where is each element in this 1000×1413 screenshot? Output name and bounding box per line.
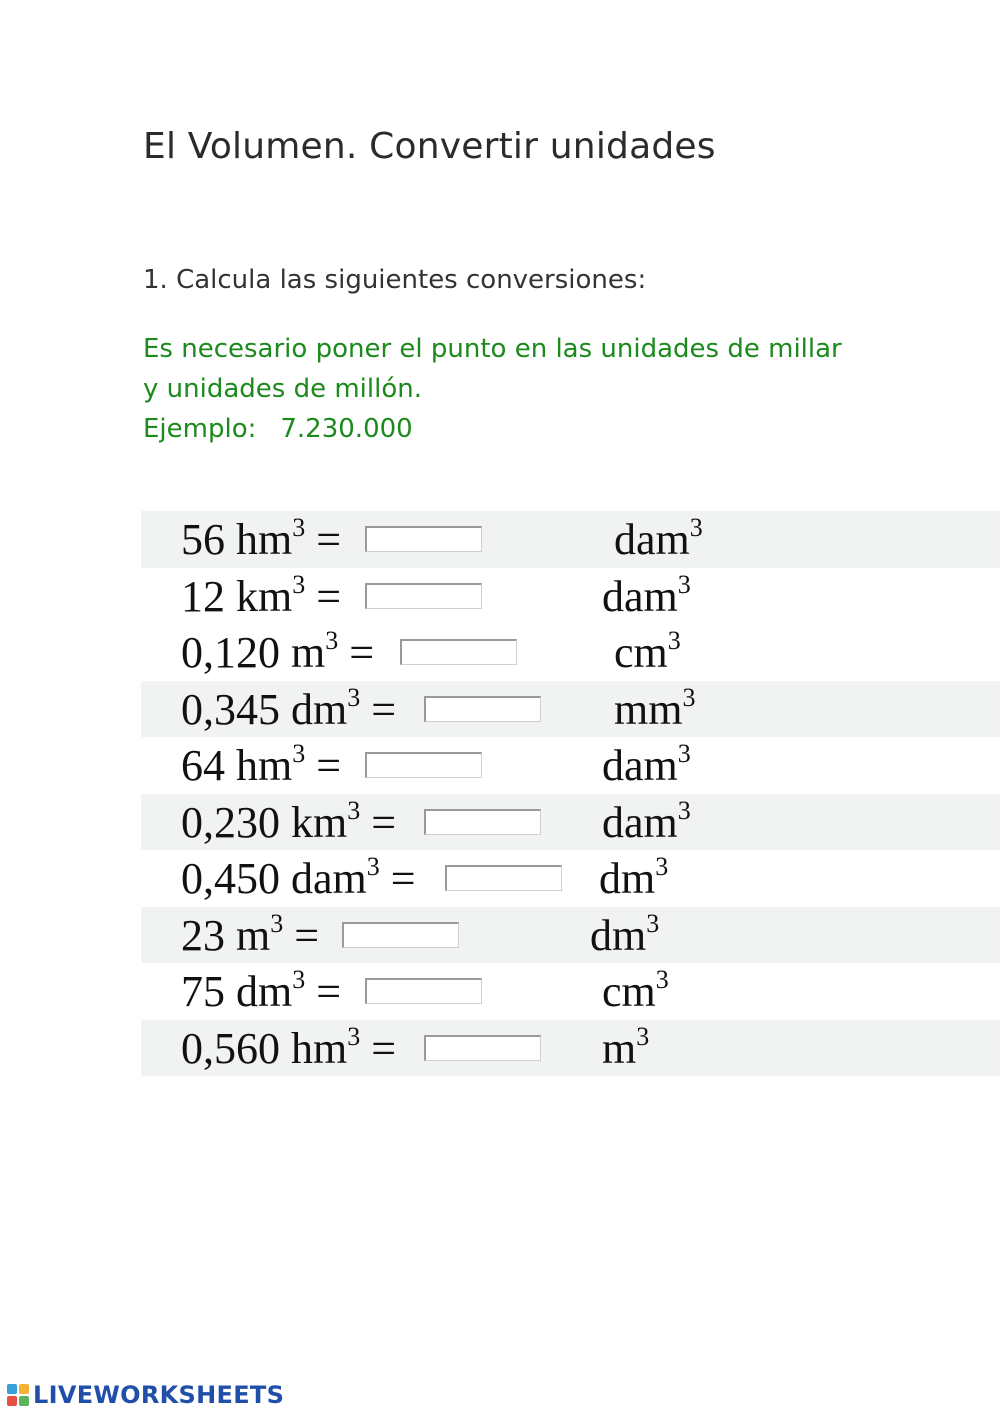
note-line-2: y unidades de millón. [143, 374, 422, 404]
exponent: 3 [636, 1021, 650, 1051]
exponent: 3 [682, 682, 696, 712]
exercise-row [141, 511, 1000, 568]
exercise-expression [181, 569, 342, 622]
exponent: 3 [677, 569, 691, 599]
exercise-row [141, 737, 1000, 794]
exponent: 3 [292, 739, 306, 768]
answer-input[interactable] [365, 752, 482, 778]
example-value: 7.230.000 [280, 414, 413, 444]
exercise-row [141, 681, 1000, 738]
equals-sign: = [316, 515, 342, 564]
from-quantity: 0,230 km [181, 797, 348, 847]
equals-sign: = [371, 684, 397, 734]
logo-square-4 [19, 1396, 29, 1406]
exercise-expression [181, 741, 341, 791]
logo-icon [6, 1383, 30, 1407]
target-unit [602, 1021, 650, 1074]
note-example [143, 409, 842, 449]
target-unit [599, 854, 668, 904]
target-unit-label: dam [602, 571, 678, 621]
note-block [143, 329, 842, 449]
target-unit-label: cm [614, 628, 668, 677]
example-label: Ejemplo: [143, 414, 257, 444]
from-quantity: 0,560 hm [181, 1023, 348, 1073]
exercise-row [141, 850, 1000, 907]
equals-sign: = [371, 1023, 397, 1073]
exponent: 3 [325, 626, 339, 655]
target-unit-label: dm [599, 854, 656, 903]
equals-sign: = [316, 967, 342, 1016]
note-line-1: Es necesario poner el punto en las unidades de millar [143, 334, 842, 364]
target-unit [614, 515, 703, 565]
from-quantity: 56 hm [181, 515, 293, 564]
exponent: 3 [689, 513, 703, 542]
logo-square-3 [7, 1396, 17, 1406]
exponent: 3 [646, 908, 660, 938]
answer-input[interactable] [424, 696, 541, 722]
from-quantity: 64 hm [181, 741, 293, 790]
target-unit-label: dm [590, 910, 647, 960]
logo-square-2 [19, 1384, 29, 1394]
target-unit [614, 628, 681, 678]
answer-input[interactable] [365, 526, 482, 552]
exercise-expression [181, 515, 341, 565]
target-unit [614, 682, 696, 735]
from-quantity: 75 dm [181, 967, 293, 1016]
exercise-expression [181, 854, 416, 904]
exponent: 3 [292, 965, 306, 994]
exercise-row [141, 1020, 1000, 1077]
target-unit [602, 795, 691, 848]
exponent: 3 [366, 852, 380, 881]
exercise-list [141, 511, 1000, 1076]
from-quantity: 23 m [181, 910, 271, 960]
exponent: 3 [677, 795, 691, 825]
exponent: 3 [292, 513, 306, 542]
exercise-expression [181, 908, 320, 961]
answer-input[interactable] [424, 1035, 541, 1061]
equals-sign: = [316, 571, 342, 621]
exponent: 3 [347, 795, 361, 825]
answer-input[interactable] [445, 865, 562, 891]
exercise-row [141, 907, 1000, 964]
exponent: 3 [677, 739, 691, 768]
answer-input[interactable] [424, 809, 541, 835]
exercise-expression [181, 628, 374, 678]
target-unit-label: m [602, 1023, 637, 1073]
exercise-row [141, 568, 1000, 625]
target-unit-label: cm [602, 967, 656, 1016]
from-quantity: 0,345 dm [181, 684, 348, 734]
target-unit-label: dam [614, 515, 690, 564]
equals-sign: = [390, 854, 416, 903]
answer-input[interactable] [342, 922, 459, 948]
instruction-text: 1. Calcula las siguientes conversiones: [143, 265, 647, 295]
exercise-expression [181, 795, 397, 848]
target-unit-label: dam [602, 741, 678, 790]
from-quantity: 0,120 m [181, 628, 326, 677]
exercise-expression [181, 1021, 397, 1074]
from-quantity: 12 km [181, 571, 293, 621]
exercise-row [141, 963, 1000, 1020]
exponent: 3 [347, 682, 361, 712]
equals-sign: = [349, 628, 375, 677]
exercise-row [141, 794, 1000, 851]
liveworksheets-logo[interactable] [6, 1381, 284, 1409]
page-title: El Volumen. Convertir unidades [143, 126, 716, 167]
equals-sign: = [316, 741, 342, 790]
target-unit-label: dam [602, 797, 678, 847]
exponent: 3 [655, 852, 669, 881]
exponent: 3 [655, 965, 669, 994]
exponent: 3 [667, 626, 681, 655]
answer-input[interactable] [400, 639, 517, 665]
target-unit [602, 967, 669, 1017]
target-unit [602, 569, 691, 622]
target-unit-label: mm [614, 684, 683, 734]
exponent: 3 [292, 569, 306, 599]
answer-input[interactable] [365, 583, 482, 609]
equals-sign: = [294, 910, 320, 960]
answer-input[interactable] [365, 978, 482, 1004]
exercise-expression [181, 682, 397, 735]
target-unit [602, 741, 691, 791]
exercise-expression [181, 967, 341, 1017]
target-unit [590, 908, 660, 961]
equals-sign: = [371, 797, 397, 847]
logo-square-1 [7, 1384, 17, 1394]
exercise-row [141, 624, 1000, 681]
from-quantity: 0,450 dam [181, 854, 367, 903]
logo-text: LIVEWORKSHEETS [33, 1381, 285, 1409]
exponent: 3 [347, 1021, 361, 1051]
exponent: 3 [270, 908, 284, 938]
